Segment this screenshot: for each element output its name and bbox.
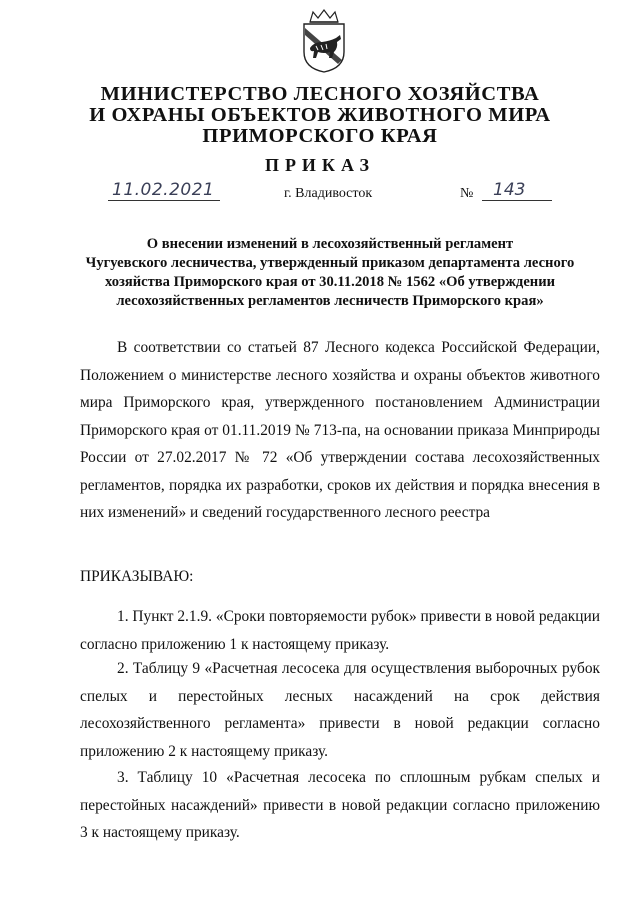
number-underline <box>482 200 552 201</box>
handwritten-date: 11.02.2021 <box>112 180 215 200</box>
subject-line2: Чугуевского лесничества, утвержденный приказом департамента лесного <box>85 255 575 271</box>
number-label: № <box>460 186 474 201</box>
subject-line3: хозяйства Приморского края от 30.11.2018 № 1562 «Об утверждении <box>104 274 556 290</box>
order-word: ПРИКАЗЫВАЮ: <box>80 568 194 585</box>
date-underline <box>108 200 220 201</box>
city-label: г. Владивосток <box>284 186 373 201</box>
preamble-paragraph: В соответствии со статьей 87 Лесного кодекса Российской Федерации, Положением о министерстве лесного хозяйства и охраны объектов животного мира Приморского края, утвержденного постановлением Администрации Приморского края от 01.11.2019 № 713-па, на основании приказа Минприроды России от 27.02.2017 № 72 «Об утверждении состава лесохозяйственных регламентов, порядка их разработки, сроков их действия и порядка внесения в них изменений» и сведений государственного лесного реестра <box>80 339 600 521</box>
handwritten-number: 143 <box>493 180 526 200</box>
order-item-2: 2. Таблицу 9 «Расчетная лесосека для осуществления выборочных рубок спелых и перестойных лесных насаждений на срок действия лесохозяйственного регламента» привести в новой редакции согласно приложению 2 к настоящему приказу. <box>80 660 600 760</box>
document-subject <box>60 235 600 311</box>
order-item-1: 1. Пункт 2.1.9. «Сроки повторяемости рубок» привести в новой редакции согласно приложению 1 к настоящему приказу. <box>80 608 600 653</box>
subject-line4: лесохозяйственных регламентов лесничеств Приморского края» <box>116 293 544 309</box>
order-item-3: 3. Таблицу 10 «Расчетная лесосека по сплошным рубкам спелых и перестойных насаждений» привести в новой редакции согласно приложению 3 к настоящему приказу. <box>80 769 600 841</box>
ministry-name-line1: МИНИСТЕРСТВО ЛЕСНОГО ХОЗЯЙСТВА <box>100 83 540 105</box>
ministry-name-line3: ПРИМОРСКОГО КРАЯ <box>202 125 438 147</box>
subject-line1: О внесении изменений в лесохозяйственный регламент <box>146 236 514 252</box>
ministry-name-line2: И ОХРАНЫ ОБЪЕКТОВ ЖИВОТНОГО МИРА <box>89 104 551 126</box>
document-type-title: ПРИКАЗ <box>264 155 376 175</box>
primorsky-krai-coat-of-arms-icon <box>296 8 352 74</box>
